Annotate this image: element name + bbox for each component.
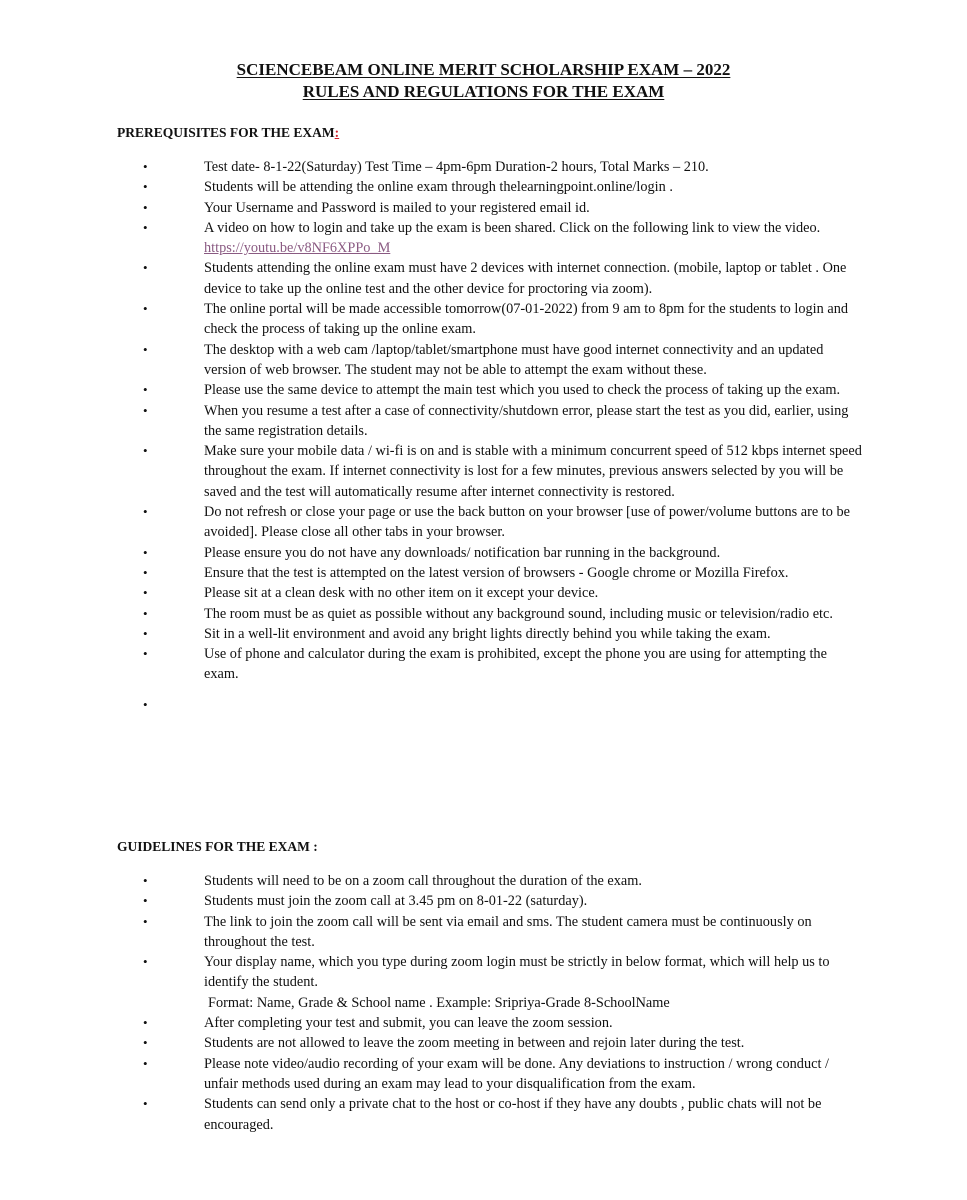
list-item: • Please sit at a clean desk with no other item on it except your device. xyxy=(0,583,864,603)
list-item: • A video on how to login and take up the exam is been shared. Click on the following link to view the video. https://youtu.be/v8NF6XPPo_M xyxy=(143,219,821,257)
guidelines-list xyxy=(0,871,967,1135)
list-item: • Please note video/audio recording of your exam will be done. Any deviations to instruction / wrong conduct / unfair methods used during an exam may lead to your disqualification from the exam. xyxy=(143,1055,829,1092)
list-item: • Students can send only a private chat to the host or co-host if they have any doubts , public chats will not be encouraged. xyxy=(143,1096,822,1133)
list-item: • Use of phone and calculator during the exam is prohibited, except the phone you are using for attempting the exam. xyxy=(143,646,827,683)
bullet-icon: • xyxy=(143,646,148,662)
list-item: • Students will need to be on a zoom call throughout the duration of the exam. xyxy=(0,871,864,891)
bullet-icon: • xyxy=(143,564,148,580)
document-subtitle: RULES AND REGULATIONS FOR THE EXAM xyxy=(302,82,665,101)
list-item: • Students attending the online exam must have 2 devices with internet connection. (mobile, laptop or tablet . One device to take up the online test and the other device for proctoring via zoom). xyxy=(143,260,847,297)
list-item: • After completing your test and submit, you can leave the zoom session. xyxy=(0,1013,864,1033)
list-item: • Students must join the zoom call at 3.45 pm on 8-01-22 (saturday). xyxy=(0,891,864,911)
bullet-icon: • xyxy=(143,1015,148,1031)
bullet-icon: • xyxy=(143,443,148,459)
list-item: • Your Username and Password is mailed to your registered email id. xyxy=(0,198,864,218)
bullet-icon: • xyxy=(143,873,148,888)
bullet-icon: • xyxy=(143,954,148,970)
list-item: • The link to join the zoom call will be sent via email and sms. The student camera must be continuously on throughout the test. xyxy=(143,913,812,950)
bullet-icon: • xyxy=(143,605,148,621)
document-title: SCIENCEBEAM ONLINE MERIT SCHOLARSHIP EXAM – 2022 xyxy=(236,60,731,79)
bullet-icon: • xyxy=(143,402,148,418)
list-item: • Ensure that the test is attempted on the latest version of browsers - Google chrome or Mozilla Firefox. xyxy=(0,563,864,583)
list-item: • Sit in a well-lit environment and avoid any bright lights directly behind you while taking the exam. xyxy=(0,624,864,644)
bullet-icon: • xyxy=(143,341,148,357)
bullet-icon: • xyxy=(143,260,148,276)
list-item: • Students are not allowed to leave the zoom meeting in between and rejoin later during the test. xyxy=(0,1033,864,1053)
bullet-icon: • xyxy=(143,625,148,641)
bullet-icon: • xyxy=(143,1035,148,1051)
bullet-icon: • xyxy=(143,159,148,174)
list-item: • Students will be attending the online exam through thelearningpoint.online/login . xyxy=(0,177,864,197)
list-item: • Please use the same device to attempt the main test which you used to check the process of taking up the exam. xyxy=(0,380,864,400)
list-item: • When you resume a test after a case of connectivity/shutdown error, please start the test as you did, earlier, using the same registration details. xyxy=(143,402,849,439)
bullet-icon: • xyxy=(143,199,148,215)
format-example: Format: Name, Grade & School name . Example: Sripriya-Grade 8-SchoolName xyxy=(208,994,670,1011)
heading-colon: : xyxy=(334,125,340,140)
guidelines-heading: GUIDELINES FOR THE EXAM : xyxy=(117,839,318,854)
video-link[interactable]: https://youtu.be/v8NF6XPPo_M xyxy=(204,240,391,257)
bullet-icon: • xyxy=(143,219,148,235)
list-item: • The online portal will be made accessible tomorrow(07-01-2022) from 9 am to 8pm for the students to login and check the process of taking up the online exam. xyxy=(143,301,849,338)
bullet-icon: • xyxy=(143,585,148,601)
list-item: • The desktop with a web cam /laptop/tablet/smartphone must have good internet connectivity and an updated version of web browser. The student may not be able to attempt the exam without these. xyxy=(143,341,824,378)
bullet-icon: • xyxy=(143,301,148,317)
prerequisites-heading: PREREQUISITES FOR THE EXAM: xyxy=(117,125,340,140)
list-item: • The room must be as quiet as possible without any background sound, including music or television/radio etc. xyxy=(0,604,864,624)
list-item: • Please ensure you do not have any downloads/ notification bar running in the background. xyxy=(0,543,864,563)
list-item: • Do not refresh or close your page or use the back button on your browser [use of power/volume buttons are to be avoided]. Please close all other tabs in your browser. xyxy=(143,504,850,541)
list-item: • Make sure your mobile data / wi-fi is on and is stable with a minimum concurrent speed of 512 kbps internet speed throughout the exam. If internet connectivity is lost for a few minutes, previous answers selected by you will be saved and the test will automatically resume after internet connectivity is restored. xyxy=(143,443,862,500)
bullet-icon: • xyxy=(143,696,148,712)
list-item: • Test date- 8-1-22(Saturday) Test Time – 4pm-6pm Duration-2 hours, Total Marks – 210. xyxy=(0,157,864,177)
empty-list-item xyxy=(0,685,864,713)
bullet-icon: • xyxy=(143,544,148,560)
bullet-icon: • xyxy=(143,382,148,398)
prerequisites-list xyxy=(0,157,967,713)
bullet-icon: • xyxy=(143,893,148,909)
bullet-icon: • xyxy=(143,913,148,929)
bullet-icon: • xyxy=(143,179,148,195)
bullet-icon: • xyxy=(143,504,148,520)
bullet-icon: • xyxy=(143,1055,148,1071)
list-item: • Your display name, which you type during zoom login must be strictly in below format, which will help us to identify the student. Format: Name, Grade & School name . Example: Sripriya-Grade 8-SchoolName xyxy=(0,952,864,1013)
bullet-icon: • xyxy=(143,1096,148,1112)
